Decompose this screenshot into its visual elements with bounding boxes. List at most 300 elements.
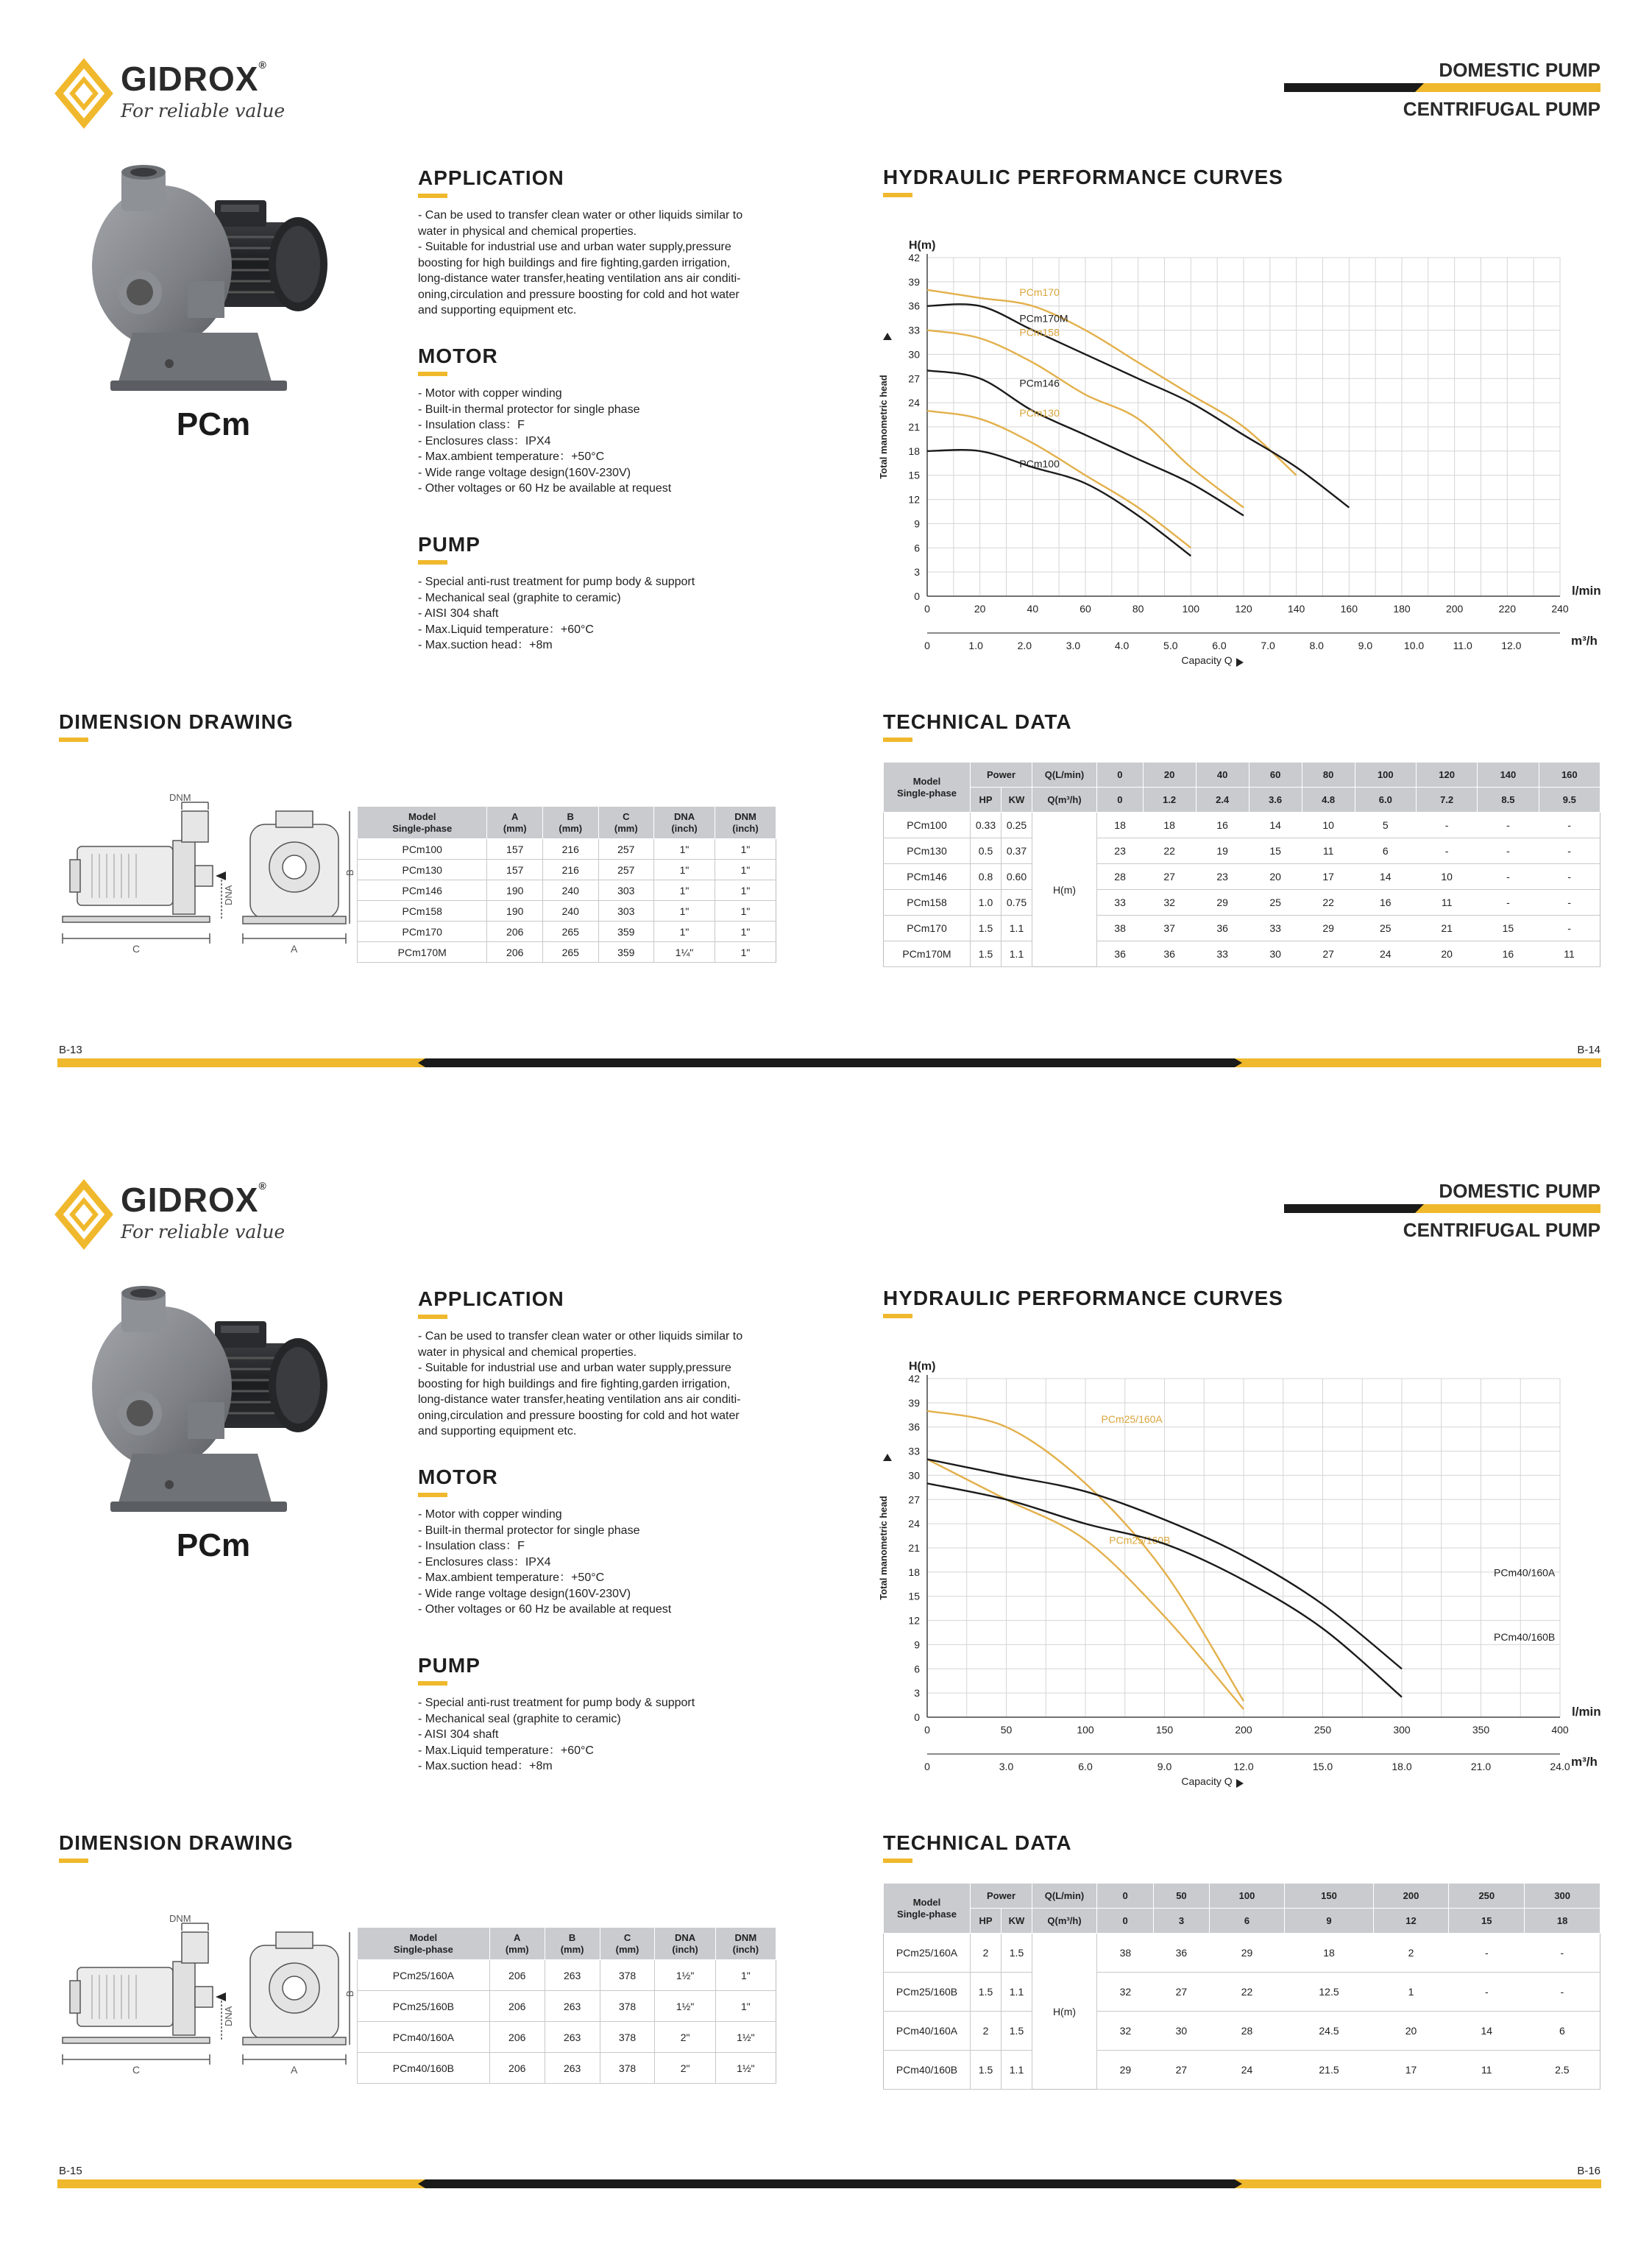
pump-underline (418, 1681, 447, 1686)
y-tick-label: 39 (908, 275, 920, 288)
dimension-cell: 206 (487, 942, 543, 963)
dimension-header-cell: Model Single-phase (358, 807, 487, 839)
dimension-cell: 257 (598, 860, 654, 880)
text-line: and supporting equipment etc. (418, 304, 577, 317)
application-text (418, 208, 801, 319)
curves-underline (883, 1314, 912, 1318)
dimension-cell: 206 (489, 2053, 545, 2084)
text-line: - Max.ambient temperature：+50°C (418, 450, 605, 463)
dimension-underline (59, 1859, 88, 1863)
motor-underline (418, 1493, 447, 1497)
brand-tagline: For reliable value (121, 100, 286, 121)
tech-hm-label: H(m) (1032, 813, 1097, 967)
page-number-right: B-16 (1577, 2165, 1600, 2177)
catalog-spread-2 (0, 1121, 1652, 2242)
dimension-cell: PCm146 (358, 880, 487, 901)
tech-model-cell: PCm40/160B (884, 2051, 971, 2090)
tech-head-cell: 15 (1249, 838, 1302, 864)
dimension-row (358, 942, 776, 963)
tech-head-cell: 10 (1416, 864, 1477, 890)
tech-model-cell: PCm170 (884, 916, 971, 941)
x2-tick-label: 1.0 (968, 640, 983, 651)
tech-kw-cell: 1.1 (1002, 2051, 1032, 2090)
tech-model-cell: PCm158 (884, 890, 971, 916)
dimension-cell: 190 (487, 901, 543, 922)
tech-header-row-2 (884, 1909, 1600, 1934)
dimension-row (358, 1991, 776, 2022)
dim-label-a: A (291, 943, 298, 955)
tech-q-m3h-cell: 2.4 (1196, 788, 1249, 813)
x-tick-label: 60 (1080, 603, 1091, 615)
y-tick-label: 36 (908, 300, 920, 312)
series-label: PCm25/160A (1101, 1413, 1163, 1426)
dimension-cell: 1" (715, 901, 776, 922)
dim-label-a: A (291, 2064, 298, 2076)
tech-head-cell: 6 (1355, 838, 1416, 864)
tech-q-m3h-cell: 1.2 (1143, 788, 1196, 813)
dimension-cell: 265 (542, 942, 598, 963)
performance-chart (868, 213, 1612, 677)
tech-head-cell: 2 (1373, 1934, 1449, 1973)
brand-name (121, 59, 267, 99)
x-tick-label: 350 (1472, 1724, 1490, 1736)
tech-q-lmin-cell: 160 (1539, 763, 1600, 788)
dimension-cell: 378 (600, 2022, 655, 2053)
tech-head-cell: - (1416, 813, 1477, 838)
y-tick-label: 24 (908, 397, 920, 409)
y-tick-label: 6 (914, 1663, 920, 1675)
tech-head-cell: 18 (1143, 813, 1196, 838)
registered-mark: ® (258, 59, 267, 71)
tech-head-cell: 19 (1196, 838, 1249, 864)
dimension-row (358, 2053, 776, 2084)
y-tick-label: 42 (908, 252, 920, 264)
dimension-row (358, 901, 776, 922)
x-tick-label: 20 (974, 603, 986, 615)
tech-kw-cell: 0.37 (1002, 838, 1032, 864)
dimension-header-row (358, 807, 776, 839)
dimension-cell: 1" (715, 1991, 776, 2022)
tech-head-cell: - (1478, 890, 1539, 916)
tech-head-cell: 27 (1154, 1973, 1209, 2012)
tech-q-lmin-cell: 150 (1285, 1884, 1373, 1909)
tech-header-row-1 (884, 763, 1600, 788)
tech-head-cell: - (1478, 813, 1539, 838)
y-tick-label: 42 (908, 1373, 920, 1385)
tech-head-cell: 16 (1196, 813, 1249, 838)
header-subcategory: CENTRIFUGAL PUMP (1403, 1219, 1600, 1241)
tech-head-cell: 12.5 (1285, 1973, 1373, 2012)
tech-header-power: Power (971, 1884, 1032, 1909)
tech-kw-cell: 1.5 (1002, 2012, 1032, 2051)
y-tick-label: 24 (908, 1518, 920, 1530)
text-line: - Max.suction head：+8m (418, 1760, 553, 1772)
dimension-cell: 2" (655, 2053, 715, 2084)
y-tick-label: 15 (908, 1590, 920, 1602)
dimension-cell: 1" (715, 942, 776, 963)
tech-head-cell: 36 (1097, 941, 1144, 967)
text-line: boosting for high buildings and fire fighting,garden irrigation, (418, 256, 731, 269)
text-line: water in physical and chemical properties. (418, 224, 637, 238)
header-bar (1284, 1204, 1600, 1213)
tech-row (884, 916, 1600, 941)
tech-head-cell: 20 (1373, 2012, 1449, 2051)
dimension-cell: 240 (542, 880, 598, 901)
tech-q-m3h-cell: 0 (1097, 788, 1144, 813)
tech-model-cell: PCm146 (884, 864, 971, 890)
dimension-cell: 1½" (655, 1991, 715, 2022)
model-name: PCm (176, 406, 251, 442)
dim-label-dnm: DNM (169, 792, 191, 803)
page-number-right: B-14 (1577, 1044, 1600, 1056)
tech-q-lmin-cell: 250 (1449, 1884, 1525, 1909)
header-category: DOMESTIC PUMP (1439, 59, 1600, 81)
dimension-header-cell: A (mm) (487, 807, 543, 839)
tech-head-cell: 21 (1416, 916, 1477, 941)
x-tick-label: 40 (1027, 603, 1039, 615)
text-line: - Motor with copper winding (418, 1508, 562, 1521)
dimension-drawing (55, 1913, 355, 2093)
dimension-cell: 303 (598, 901, 654, 922)
tech-head-cell: 2.5 (1525, 2051, 1600, 2090)
tech-q-lmin-cell: 40 (1196, 763, 1249, 788)
tech-row (884, 813, 1600, 838)
y-tick-label: 18 (908, 1566, 920, 1578)
tech-model-cell: PCm25/160B (884, 1973, 971, 2012)
series-label: PCm25/160B (1109, 1534, 1171, 1546)
tech-q-m3h-cell: 18 (1525, 1909, 1600, 1934)
tech-head-cell: 11 (1449, 2051, 1525, 2090)
text-line: - Insulation class：F (418, 419, 525, 431)
tech-head-cell: 6 (1525, 2012, 1600, 2051)
text-line: - AISI 304 shaft (418, 1728, 499, 1741)
footer-bar (57, 1058, 1601, 1067)
tech-header-kw: KW (1002, 1909, 1032, 1934)
text-line: - Max.Liquid temperature：+60°C (418, 623, 594, 636)
tech-head-cell: - (1449, 1973, 1525, 2012)
tech-head-cell: 14 (1355, 864, 1416, 890)
header-bar (1284, 83, 1600, 92)
tech-model-cell: PCm40/160A (884, 2012, 971, 2051)
y-tick-label: 36 (908, 1421, 920, 1433)
x2-tick-label: 11.0 (1453, 640, 1472, 651)
x-unit-label: l/min (1572, 1705, 1601, 1719)
tech-q-lmin-cell: 60 (1249, 763, 1302, 788)
tech-head-cell: 38 (1097, 1934, 1154, 1973)
technical-table (883, 1883, 1600, 2090)
y-tick-label: 39 (908, 1396, 920, 1409)
dimension-cell: PCm100 (358, 839, 487, 860)
brand-name-text: GIDROX (121, 1181, 259, 1219)
dimension-cell: 206 (487, 922, 543, 942)
dimension-header-row (358, 1928, 776, 1960)
tech-model-cell: PCm25/160A (884, 1934, 971, 1973)
tech-q-m3h-cell: 3.6 (1249, 788, 1302, 813)
text-line: - Suitable for industrial use and urban water supply,pressure (418, 1362, 731, 1374)
text-line: - Insulation class：F (418, 1540, 525, 1552)
pump-text (418, 574, 801, 654)
pump-title: PUMP (418, 533, 481, 556)
text-line: - Built-in thermal protector for single phase (418, 1524, 640, 1537)
tech-head-cell: 20 (1249, 864, 1302, 890)
text-line: long-distance water transfer,heating ventilation ans air conditi- (418, 1393, 741, 1406)
dimension-row (358, 880, 776, 901)
dimension-cell: 190 (487, 880, 543, 901)
dimension-table (357, 1927, 776, 2084)
x2-tick-label: 12.0 (1233, 1761, 1254, 1772)
dim-label-dna: DNA (223, 885, 234, 905)
registered-mark: ® (258, 1180, 267, 1192)
tech-head-cell: 18 (1097, 813, 1144, 838)
text-line: - Mechanical seal (graphite to ceramic) (418, 591, 621, 604)
text-line: - Other voltages or 60 Hz be available at request (418, 1603, 672, 1616)
tech-q-m3h-cell: 6 (1209, 1909, 1285, 1934)
tech-header-q-lmin: Q(L/min) (1032, 1884, 1097, 1909)
tech-head-cell: 28 (1209, 2012, 1285, 2051)
tech-head-cell: - (1539, 864, 1600, 890)
tech-head-cell: 33 (1097, 890, 1144, 916)
series-label: PCm100 (1019, 457, 1060, 470)
tech-head-cell: 27 (1143, 864, 1196, 890)
text-line: boosting for high buildings and fire fighting,garden irrigation, (418, 1377, 731, 1390)
dimension-cell: 206 (489, 1960, 545, 1991)
header-category: DOMESTIC PUMP (1439, 1180, 1600, 1202)
dimension-cell: PCm130 (358, 860, 487, 880)
y-tick-label: 33 (908, 1445, 920, 1457)
tech-head-cell: 18 (1285, 1934, 1373, 1973)
x2-tick-label: 0 (924, 640, 930, 651)
text-line: - Can be used to transfer clean water or other liquids similar to (418, 209, 743, 222)
tech-header-hp: HP (971, 788, 1002, 813)
dimension-cell: 378 (600, 1991, 655, 2022)
dimension-cell: 1½" (655, 1960, 715, 1991)
tech-head-cell: 22 (1143, 838, 1196, 864)
technical-underline (883, 738, 912, 742)
dimension-cell: 263 (545, 2022, 600, 2053)
x2-tick-label: 6.0 (1078, 1761, 1093, 1772)
tech-header-row-2 (884, 788, 1600, 813)
tech-header-model: Model Single-phase (884, 1884, 971, 1934)
x2-tick-label: 4.0 (1114, 640, 1130, 651)
dimension-row (358, 922, 776, 942)
x-arrow-icon (1236, 658, 1244, 667)
x-tick-label: 400 (1551, 1724, 1569, 1736)
tech-row (884, 2051, 1600, 2090)
x2-tick-label: 18.0 (1392, 1761, 1412, 1772)
tech-row (884, 2012, 1600, 2051)
dimension-cell: 1" (654, 860, 715, 880)
dim-label-dna: DNA (223, 2006, 234, 2026)
dim-label-b: B (344, 1990, 355, 1997)
tech-q-m3h-cell: 0 (1097, 1909, 1154, 1934)
dimension-header-cell: C (mm) (600, 1928, 655, 1960)
dimension-cell: 257 (598, 839, 654, 860)
motor-title: MOTOR (418, 344, 498, 367)
tech-head-cell: - (1525, 1973, 1600, 2012)
tech-head-cell: 16 (1355, 890, 1416, 916)
text-line: - Enclosures class：IPX4 (418, 1555, 551, 1569)
tech-head-cell: 16 (1478, 941, 1539, 967)
x2-tick-label: 12.0 (1501, 640, 1522, 651)
tech-head-cell: 29 (1196, 890, 1249, 916)
tech-head-cell: 10 (1302, 813, 1355, 838)
x-tick-label: 100 (1182, 603, 1200, 615)
x-tick-label: 80 (1132, 603, 1144, 615)
tech-kw-cell: 1.1 (1002, 1973, 1032, 2012)
text-line: water in physical and chemical properties. (418, 1345, 637, 1359)
text-line: - Can be used to transfer clean water or other liquids similar to (418, 1330, 743, 1343)
brand-name (121, 1180, 267, 1220)
y-tick-label: 27 (908, 372, 920, 385)
dimension-cell: 206 (489, 1991, 545, 2022)
tech-head-cell: 14 (1449, 2012, 1525, 2051)
tech-head-cell: 23 (1097, 838, 1144, 864)
x-arrow-icon (1236, 1779, 1244, 1788)
tech-head-cell: 29 (1209, 1934, 1285, 1973)
dimension-header-cell: C (mm) (598, 807, 654, 839)
x2-tick-label: 21.0 (1470, 1761, 1492, 1772)
x2-tick-label: 15.0 (1312, 1761, 1333, 1772)
series-label: PCm170 (1019, 286, 1060, 298)
dimension-cell: 157 (487, 839, 543, 860)
dimension-title: DIMENSION DRAWING (59, 710, 294, 733)
tech-head-cell: 23 (1196, 864, 1249, 890)
tech-head-cell: 33 (1249, 916, 1302, 941)
tech-hp-cell: 0.8 (971, 864, 1002, 890)
dimension-cell: PCm25/160B (358, 1991, 490, 2022)
dimension-cell: PCm170M (358, 942, 487, 963)
tech-hp-cell: 2 (971, 2012, 1002, 2051)
x-axis-title: Capacity Q (1181, 654, 1233, 666)
y-tick-label: 9 (914, 517, 920, 530)
tech-head-cell: 22 (1209, 1973, 1285, 2012)
tech-header-q-m3h: Q(m³/h) (1032, 788, 1097, 813)
tech-head-cell: - (1449, 1934, 1525, 1973)
tech-q-lmin-cell: 140 (1478, 763, 1539, 788)
dimension-cell: 240 (542, 901, 598, 922)
tech-header-row-1 (884, 1884, 1600, 1909)
dimension-header-cell: DNM (inch) (715, 1928, 776, 1960)
model-name: PCm (176, 1527, 251, 1563)
dimension-cell: 2" (655, 2022, 715, 2053)
y-arrow-icon (883, 333, 892, 340)
text-line: - Suitable for industrial use and urban water supply,pressure (418, 241, 731, 253)
dimension-header-cell: B (mm) (545, 1928, 600, 1960)
application-underline (418, 1315, 447, 1319)
tech-head-cell: 24.5 (1285, 2012, 1373, 2051)
tech-head-cell: 11 (1416, 890, 1477, 916)
dimension-underline (59, 738, 88, 742)
y-tick-label: 0 (914, 1711, 920, 1723)
technical-table (883, 762, 1600, 967)
series-label: PCm146 (1019, 377, 1060, 389)
x2-tick-label: 0 (924, 1761, 930, 1772)
curves-title: HYDRAULIC PERFORMANCE CURVES (883, 1287, 1283, 1309)
y-tick-label: 3 (914, 566, 920, 579)
y-tick-label: 6 (914, 542, 920, 554)
y-unit-label: H(m) (909, 1360, 936, 1373)
tech-head-cell: 25 (1355, 916, 1416, 941)
tech-row (884, 1934, 1600, 1973)
application-underline (418, 194, 447, 198)
y-tick-label: 0 (914, 590, 920, 602)
y-tick-label: 27 (908, 1493, 920, 1506)
tech-q-lmin-cell: 80 (1302, 763, 1355, 788)
tech-head-cell: 29 (1097, 2051, 1154, 2090)
dimension-row (358, 1960, 776, 1991)
dimension-cell: 216 (542, 860, 598, 880)
x-axis-title: Capacity Q (1181, 1775, 1233, 1787)
x-tick-label: 0 (924, 1724, 930, 1736)
dimension-row (358, 2022, 776, 2053)
text-line: - Max.suction head：+8m (418, 639, 553, 651)
x-tick-label: 160 (1340, 603, 1358, 615)
dimension-row (358, 839, 776, 860)
tech-head-cell: 36 (1143, 941, 1196, 967)
dimension-table (357, 806, 776, 963)
tech-hp-cell: 1.0 (971, 890, 1002, 916)
dimension-drawing (55, 792, 355, 972)
series-label: PCm170M (1019, 312, 1068, 325)
y-tick-label: 33 (908, 324, 920, 336)
tech-hp-cell: 0.33 (971, 813, 1002, 838)
tech-row (884, 838, 1600, 864)
y-axis-title: Total manometric head (878, 375, 889, 479)
pump-title: PUMP (418, 1654, 481, 1677)
tech-header-q-lmin: Q(L/min) (1032, 763, 1097, 788)
tech-q-lmin-cell: 100 (1355, 763, 1416, 788)
tech-head-cell: - (1539, 916, 1600, 941)
y-tick-label: 21 (908, 1542, 920, 1554)
text-line: - Enclosures class：IPX4 (418, 434, 551, 448)
dimension-cell: 263 (545, 1960, 600, 1991)
dimension-header-cell: A (mm) (489, 1928, 545, 1960)
application-text (418, 1329, 801, 1440)
tech-head-cell: 30 (1249, 941, 1302, 967)
tech-model-cell: PCm170M (884, 941, 971, 967)
tech-head-cell: 24 (1355, 941, 1416, 967)
tech-head-cell: 5 (1355, 813, 1416, 838)
dimension-cell: 1½" (715, 2053, 776, 2084)
tech-hm-label: H(m) (1032, 1934, 1097, 2090)
pump-product-image (88, 1284, 338, 1527)
dimension-cell: PCm158 (358, 901, 487, 922)
curves-underline (883, 193, 912, 197)
text-line: - Special anti-rust treatment for pump body & support (418, 1697, 695, 1709)
x-tick-label: 120 (1235, 603, 1252, 615)
dimension-cell: 216 (542, 839, 598, 860)
tech-head-cell: 28 (1097, 864, 1144, 890)
dimension-cell: PCm170 (358, 922, 487, 942)
header-subcategory: CENTRIFUGAL PUMP (1403, 98, 1600, 120)
performance-chart (868, 1334, 1612, 1798)
tech-head-cell: 32 (1097, 2012, 1154, 2051)
tech-q-lmin-cell: 50 (1154, 1884, 1209, 1909)
dim-label-c: C (132, 943, 141, 955)
motor-underline (418, 372, 447, 376)
text-line: and supporting equipment etc. (418, 1425, 577, 1438)
tech-kw-cell: 1.1 (1002, 916, 1032, 941)
tech-row (884, 864, 1600, 890)
dimension-cell: 1½" (715, 2022, 776, 2053)
dimension-header-cell: B (mm) (542, 807, 598, 839)
tech-head-cell: 11 (1302, 838, 1355, 864)
application-title: APPLICATION (418, 1287, 564, 1310)
x-tick-label: 200 (1235, 1724, 1252, 1736)
x2-tick-label: 5.0 (1163, 640, 1178, 651)
tech-head-cell: 21.5 (1285, 2051, 1373, 2090)
tech-head-cell: 25 (1249, 890, 1302, 916)
